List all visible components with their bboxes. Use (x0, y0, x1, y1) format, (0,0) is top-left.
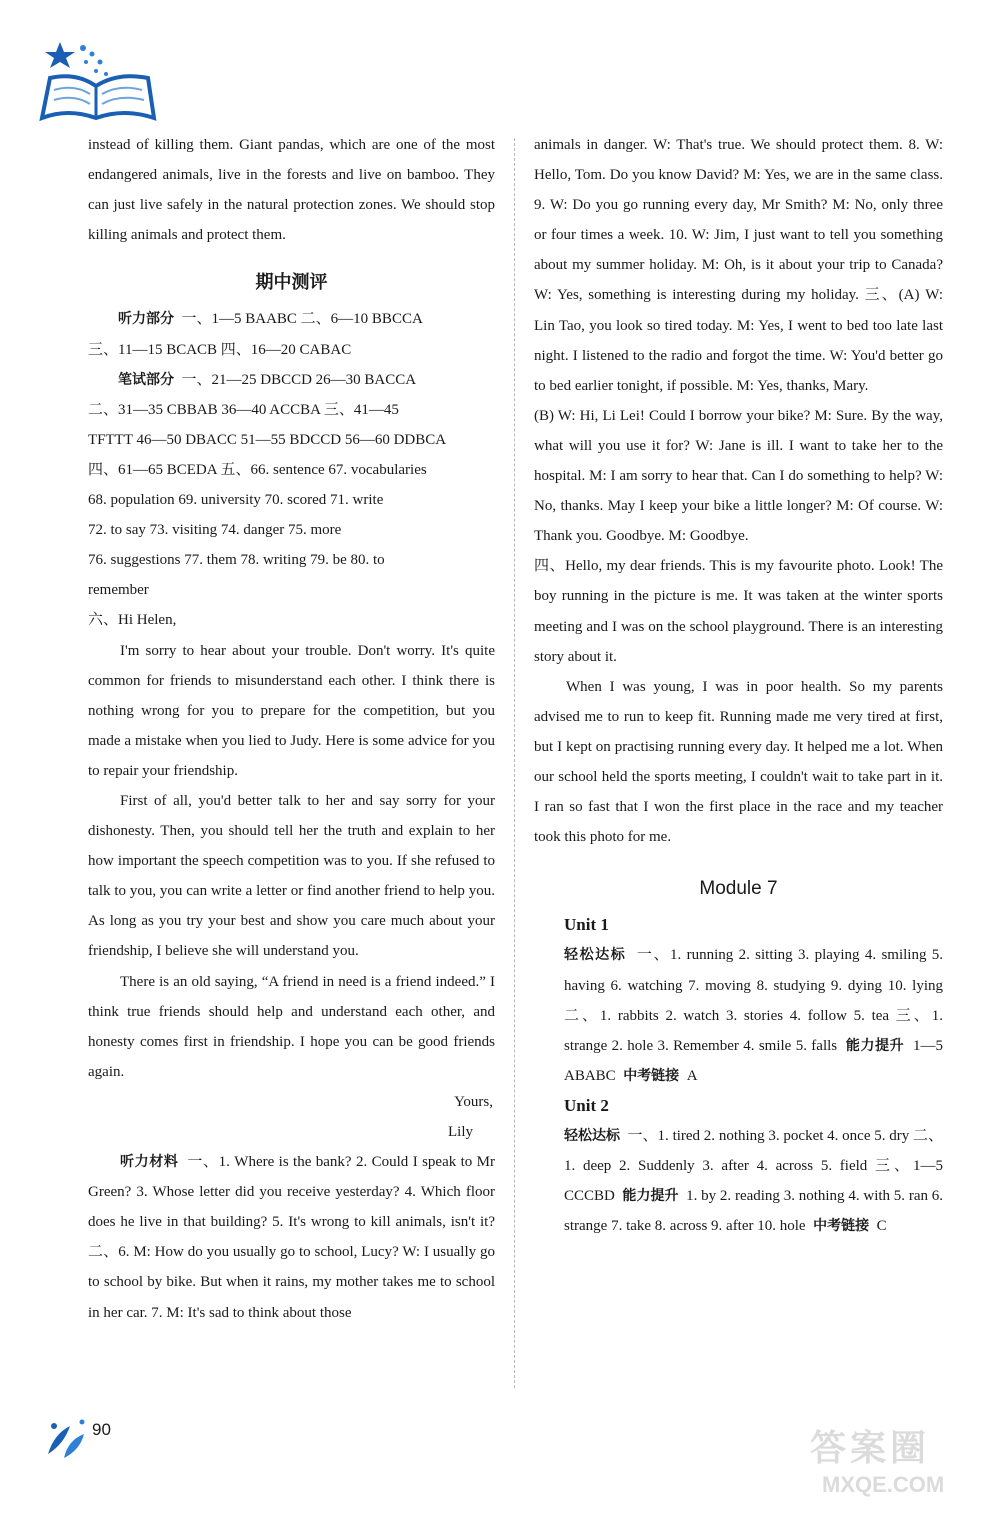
answer-line: 72. to say 73. visiting 74. danger 75. more (88, 522, 342, 539)
answer-line: 二、31—35 CBBAB 36—40 ACCBA 三、41—45 (88, 401, 399, 418)
ability-label: 能力提升 (622, 1188, 679, 1205)
answer-line: TFTTT 46—50 DBACC 51—55 BDCCD 56—60 DDBCA (88, 431, 447, 448)
letter-closing: Yours, (454, 1093, 493, 1110)
easy-label: 轻松达标 (564, 947, 627, 964)
letter-paragraph: First of all, you'd better talk to her and say sorry for your dishonesty. Then, you should tell her the truth and explain to her how important the speech competition was to you. If she refused to talk to you, you can write a letter or find another friend to help you. As long as you try your best and show you care much about your friendship, I believe she will understand you. (88, 792, 495, 960)
answer-line: remember (88, 582, 149, 599)
unit1-title: Unit 1 (564, 915, 609, 935)
leaf-ornament-icon (44, 1414, 94, 1460)
exam-answers: C (876, 1218, 887, 1235)
watermark-cn: 答案圈 (810, 1428, 931, 1469)
midterm-heading: 期中测评 (255, 272, 328, 294)
unit1-answers (534, 940, 943, 1090)
exam-label: 中考链接 (623, 1067, 680, 1084)
unit2-title: Unit 2 (564, 1095, 609, 1115)
ability-label: 能力提升 (845, 1037, 905, 1054)
page-number-block (44, 1414, 124, 1464)
right-column (534, 130, 943, 1241)
easy-answers: 一、1. running 2. sitting 3. playing 4. smiling 5. having 6. watching 7. moving 8. studying 9. dying 10. lying 二、1. rabbits 2. watch 3. stories 4. follow 5. tea 三、1. strange 2. hole 3. Remember 4. smile 5. falls (564, 947, 944, 1054)
answer-text: 一、21—25 DBCCD 26—30 BACCA (181, 371, 417, 388)
material-text: 一、1. Where is the bank? 2. Could I speak to Mr Green? 3. Whose letter did you receive yesterday? 4. Which floor does he live in that building? 5. It's wrong to kill animals, isn't it? 二、6. M: How do you usually go to school, Lucy? W: I usually go to school by bike. But when it rains, my mother takes me to school in her car. 7. M: It's sad to think about those (88, 1154, 496, 1321)
answer-line: 68. population 69. university 70. scored 71. write (88, 492, 384, 509)
module-title: Module 7 (699, 878, 778, 900)
ability-answers: 1—5 ABABC (564, 1037, 944, 1084)
answer-line (88, 365, 495, 395)
letter-paragraph: I'm sorry to hear about your trouble. Don't worry. It's quite common for friends to misunderstand each other. I think there is nothing wrong for you to prepare for the competition, but you made a mistake when you lied to Judy. Here is some advice for you to repair your friendship. (88, 642, 495, 779)
answer-line: 四、61—65 BCEDA 五、66. sentence 67. vocabularies (88, 461, 427, 478)
easy-answers: 一、1. tired 2. nothing 3. pocket 4. once 5. dry 二、1. deep 2. Suddenly 3. after 4. across 5. field 三、1—5 CCCBD (564, 1128, 943, 1205)
intro-paragraph: instead of killing them. Giant pandas, which are one of the most endangered animals, live in the forests and live on bamboo. They can just live safely in the natural protection zones. We should stop killing animals and protect them. (88, 137, 495, 244)
book-logo-icon (38, 38, 158, 122)
listening-label: 听力部分 (118, 311, 174, 328)
column-divider (514, 138, 515, 1388)
watermark-en: MXQE.COM (822, 1472, 945, 1497)
listening-material (88, 1147, 495, 1328)
left-column (88, 130, 495, 1328)
written-label: 笔试部分 (118, 371, 174, 388)
answer-line: 三、11—15 BCACB 四、16—20 CABAC (88, 341, 352, 358)
dialogue-text: animals in danger. W: That's true. We should protect them. 8. W: Hello, Tom. Do you know David? M: Yes, we are in the same class. 9. W: Do you go running every day, Mr Smith? M: No, only three or four times a week. 10. W: Jim, I just want to tell you something about my summer holiday. M: Oh, is it about your trip to Canada? W: Yes, something is interesting during my holiday. 三、(A) W: Lin Tao, you look so tired today. M: Yes, I went to bed too late last night. I listened to the radio and forgot the time. W: You'd better go to bed earlier tonight, if possible. M: Yes, thanks, Mary. (534, 137, 943, 394)
story-paragraph: When I was young, I was in poor health. So my parents advised me to run to keep fit. Running made me very tired at first, but I kept on practising running every day. It helped me a lot. When our school held the sports meeting, I couldn't wait to take part in it. I ran so fast that I won the first place in the race and my teacher took this photo for me. (534, 678, 943, 846)
exam-answers: A (686, 1067, 698, 1084)
letter-signature: Lily (448, 1124, 473, 1140)
section-four-text: 四、Hello, my dear friends. This is my favourite photo. Look! The boy running in the picture is me. It was taken at the winter sports meeting and I was on the school playground. There is an interesting story about it. (534, 558, 943, 665)
watermark (800, 1420, 990, 1510)
letter-greeting: 六、Hi Helen, (88, 612, 177, 629)
ability-answers: 1. by 2. reading 3. nothing 4. with 5. ran 6. strange 7. take 8. across 9. after 10. hole (564, 1188, 944, 1235)
exam-label: 中考链接 (813, 1218, 870, 1235)
answer-line (88, 304, 495, 334)
answer-text: 一、1—5 BAABC 二、6—10 BBCCA (181, 311, 423, 328)
letter-paragraph: There is an old saying, “A friend in need is a friend indeed.” I think true friends should help and understand each other, and honesty comes first in friendship. I hope you can be good friends again. (88, 973, 495, 1080)
dialogue-b-text: (B) W: Hi, Li Lei! Could I borrow your bike? M: Sure. By the way, what will you use it for? W: Jane is ill. I want to take her to the hospital. M: I am sorry to hear that. Can I do something to help? W: No, thanks. May I keep your bike a little longer? M: Of course. W: Thank you. Goodbye. M: Goodbye. (534, 407, 943, 545)
easy-label: 轻松达标 (564, 1128, 621, 1144)
answer-line: 76. suggestions 77. them 78. writing 79. be 80. to (88, 552, 385, 569)
material-label: 听力材料 (120, 1154, 179, 1171)
unit2-answers (534, 1121, 943, 1241)
page-number: 90 (92, 1420, 111, 1439)
